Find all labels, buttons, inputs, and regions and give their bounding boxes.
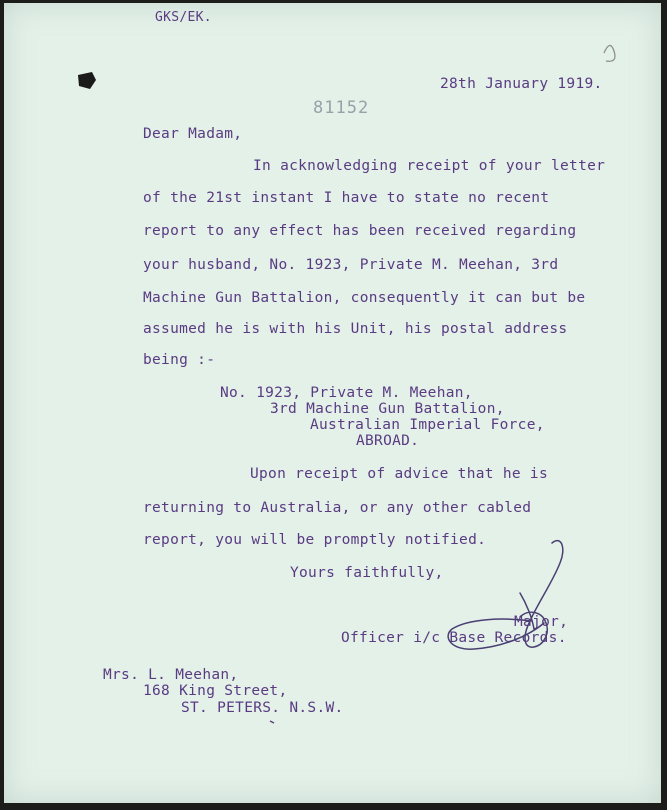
body-line: Machine Gun Battalion, consequently it can but be xyxy=(143,290,586,306)
letter-date: 28th January 1919. xyxy=(440,76,603,92)
body-line: of the 21st instant I have to state no recent xyxy=(143,190,550,206)
reference-code: GKS/EK. xyxy=(155,10,212,25)
recipient-line: 168 King Street, xyxy=(143,683,288,699)
address-line: 3rd Machine Gun Battalion, xyxy=(270,401,505,417)
body-line: assumed he is with his Unit, his postal address xyxy=(143,321,568,337)
closing-line: report, you will be promptly notified. xyxy=(143,532,487,548)
body-line: In acknowledging receipt of your letter xyxy=(253,158,606,174)
closing-line: returning to Australia, or any other cabled xyxy=(143,500,532,516)
recipient-line: Mrs. L. Meehan, xyxy=(103,667,239,683)
letter-page xyxy=(4,3,661,803)
ink-blot-mark xyxy=(78,72,96,89)
handwritten-signature xyxy=(448,541,563,650)
marks-overlay xyxy=(4,3,661,803)
address-line: No. 1923, Private M. Meehan, xyxy=(220,385,473,401)
address-line: ABROAD. xyxy=(356,433,420,449)
signer-rank: Major, xyxy=(514,614,569,630)
body-line: report to any effect has been received regarding xyxy=(143,223,577,239)
body-line: your husband, No. 1923, Private M. Meehan, 3rd xyxy=(143,257,559,273)
pencil-annotation-mark xyxy=(604,45,615,61)
salutation: Dear Madam, xyxy=(143,126,243,142)
margin-tick-mark xyxy=(270,721,274,723)
sign-off: Yours faithfully, xyxy=(290,565,444,581)
recipient-line: ST. PETERS. N.S.W. xyxy=(181,700,344,716)
body-line: being :- xyxy=(143,352,216,368)
address-line: Australian Imperial Force, xyxy=(310,417,545,433)
closing-line: Upon receipt of advice that he is xyxy=(250,466,548,482)
file-number-stamp: 81152 xyxy=(313,98,370,118)
signer-title: Officer i/c Base Records. xyxy=(341,630,567,646)
